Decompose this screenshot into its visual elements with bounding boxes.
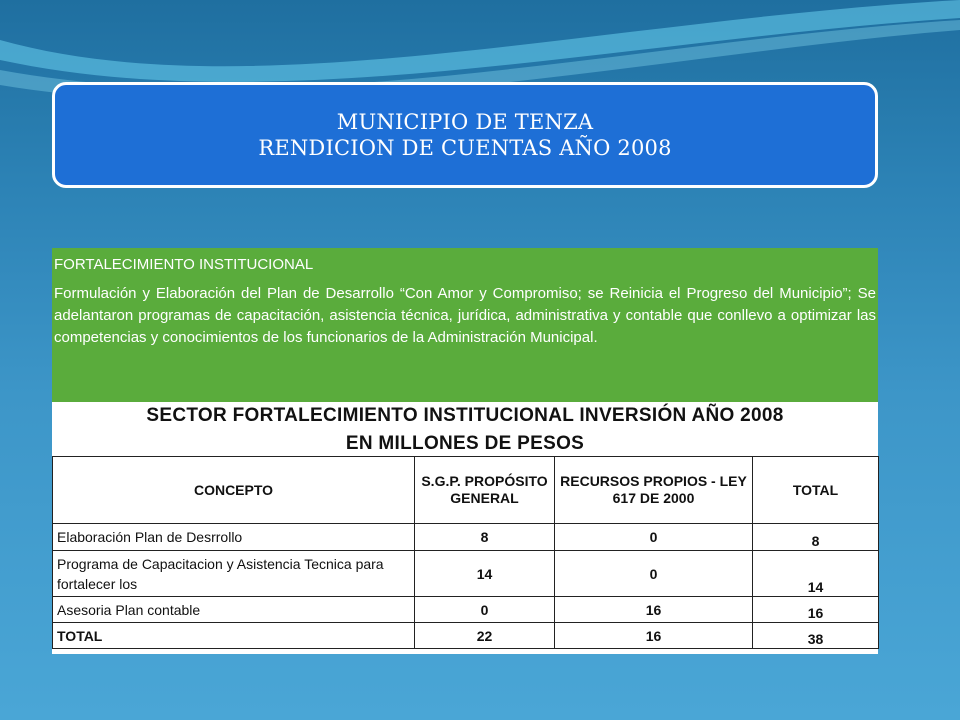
header-sgp: S.G.P. PROPÓSITO GENERAL — [415, 457, 555, 524]
total-total: 38 — [753, 623, 879, 649]
investment-table-panel — [52, 402, 878, 654]
table-title-line-2: EN MILLONES DE PESOS — [345, 433, 585, 454]
description-panel — [52, 248, 878, 404]
table-title-line-1: SECTOR FORTALECIMIENTO INSTITUCIONAL INVERSIÓN AÑO 2008 — [146, 405, 784, 426]
row-sgp: 14 — [415, 551, 555, 597]
row-concepto: Programa de Capacitacion y Asistencia Tecnica para fortalecer los — [53, 551, 415, 597]
total-sgp: 22 — [415, 623, 555, 649]
section-heading: FORTALECIMIENTO INSTITUCIONAL — [54, 256, 314, 273]
section-body: Formulación y Elaboración del Plan de Desarrollo “Con Amor y Compromiso; se Reinicia el Progreso del Municipio”; Se adelantaron programas de capacitación, asistencia técnica, jurídica, administrativa y contable que conllevo a optimizar las competencias y conocimientos de los funcionarios de la Administración Municipal. — [54, 285, 876, 346]
table-title — [52, 402, 878, 456]
row-concepto: Elaboración Plan de Desrrollo — [53, 524, 415, 551]
header-recursos: RECURSOS PROPIOS - LEY 617 DE 2000 — [555, 457, 753, 524]
title-box — [52, 82, 878, 188]
table-header-row — [53, 457, 879, 524]
row-total: 16 — [753, 597, 879, 623]
header-total: TOTAL — [753, 457, 879, 524]
row-concepto: Asesoria Plan contable — [53, 597, 415, 623]
row-recursos: 16 — [555, 597, 753, 623]
title-line-2: RENDICION DE CUENTAS AÑO 2008 — [258, 136, 672, 160]
row-recursos: 0 — [555, 524, 753, 551]
table-row — [53, 524, 879, 551]
table-row — [53, 597, 879, 623]
row-recursos: 0 — [555, 551, 753, 597]
row-total: 8 — [753, 524, 879, 551]
investment-table — [52, 456, 879, 649]
header-concepto: CONCEPTO — [53, 457, 415, 524]
table-total-row — [53, 623, 879, 649]
row-total: 14 — [753, 551, 879, 597]
total-recursos: 16 — [555, 623, 753, 649]
total-label: TOTAL — [53, 623, 415, 649]
row-sgp: 8 — [415, 524, 555, 551]
table-row — [53, 551, 879, 597]
title-line-1: MUNICIPIO DE TENZA — [336, 110, 594, 134]
row-sgp: 0 — [415, 597, 555, 623]
